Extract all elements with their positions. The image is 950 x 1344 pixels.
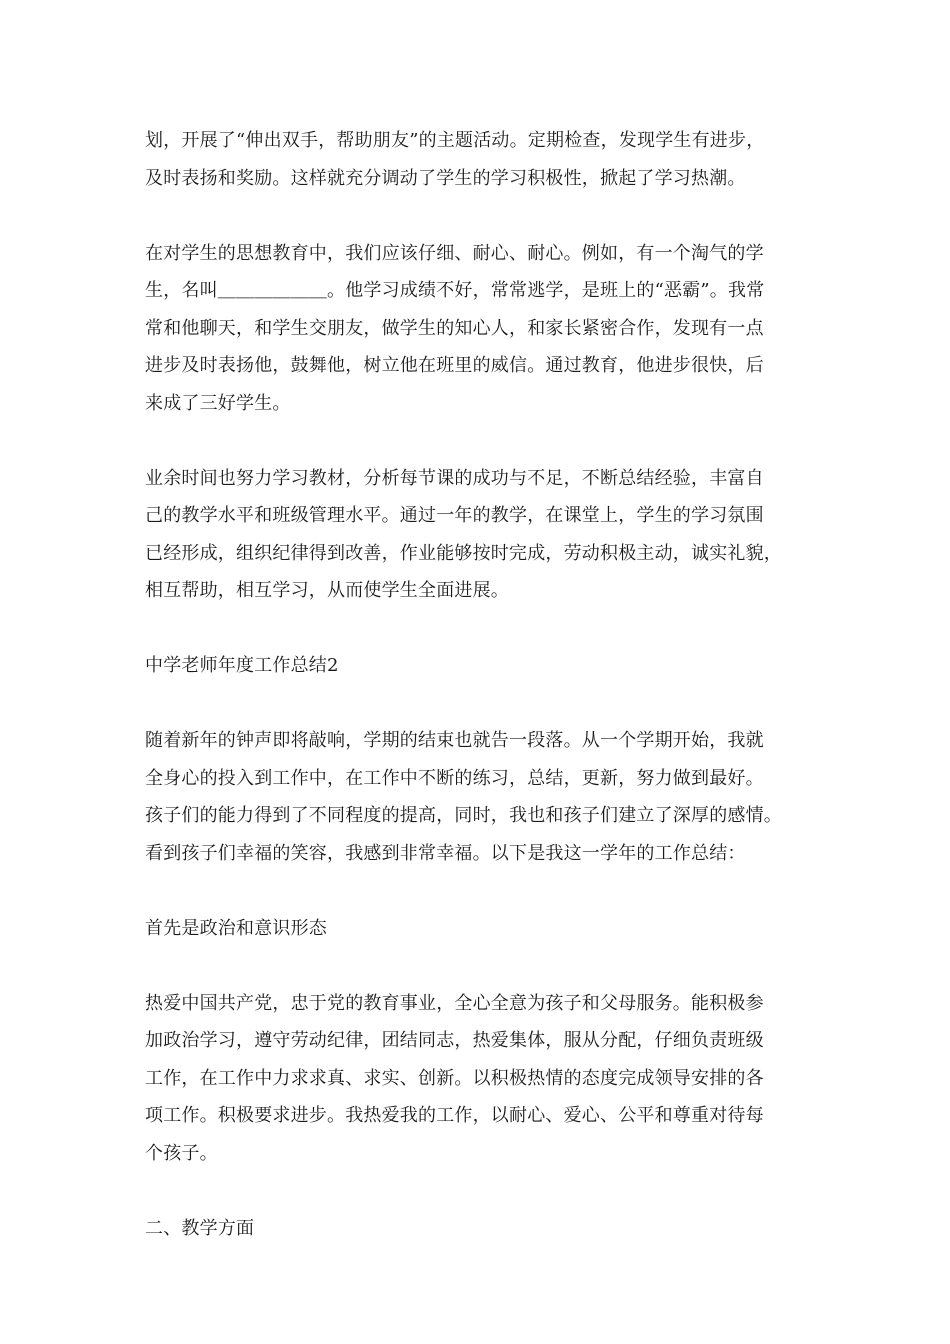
document-page [145, 122, 815, 1247]
text-line: 进步及时表扬他，鼓舞他，树立他在班里的威信。通过教育，他进步很快，后 [145, 355, 764, 376]
text-line: 随着新年的钟声即将敲响，学期的结束也就告一段落。从一个学期开始，我就 [145, 730, 764, 751]
paragraph-new-year-intro [145, 722, 815, 872]
text-line: 中学老师年度工作总结2 [145, 655, 339, 676]
text-line: 二、教学方面 [145, 1217, 255, 1239]
text-line: 个孩子。 [145, 1142, 218, 1164]
text-line: 己的教学水平和班级管理水平。通过一年的教学，在课堂上，学生的学习氛围 [145, 505, 764, 526]
text-line: 热爱中国共产党，忠于党的教育事业，全心全意为孩子和父母服务。能积极参 [145, 992, 764, 1014]
text-line: 相互帮助，相互学习，从而使学生全面进展。 [145, 580, 509, 601]
text-line: 在对学生的思想教育中，我们应该仔细、耐心、耐心。例如，有一个淘气的学 [145, 242, 764, 264]
text-line: 生，名叫＿＿＿＿＿＿。他学习成绩不好，常常逃学，是班上的“恶霸”。我常 [145, 280, 765, 301]
text-line: 工作，在工作中力求求真、求实、创新。以积极热情的态度完成领导安排的各 [145, 1067, 764, 1089]
text-line: 及时表扬和奖励。这样就充分调动了学生的学习积极性，掀起了学习热潮。 [145, 167, 746, 189]
text-line: 全身心的投入到工作中，在工作中不断的练习，总结，更新，努力做到最好。 [145, 767, 764, 789]
section-heading-teaching [145, 1210, 815, 1248]
paragraph-spare-time-study [145, 460, 815, 610]
text-line: 看到孩子们幸福的笑容，我感到非常幸福。以下是我这一学年的工作总结： [145, 842, 746, 864]
paragraph-politics-content [145, 985, 815, 1173]
section-heading-summary-2 [145, 647, 815, 685]
text-line: 划，开展了“伸出双手，帮助朋友”的主题活动。定期检查，发现学生有进步， [145, 130, 765, 151]
paragraph-ideological-education [145, 235, 815, 423]
text-line: 业余时间也努力学习教材，分析每节课的成功与不足，不断总结经验，丰富自 [145, 467, 764, 489]
text-line: 项工作。积极要求进步。我热爱我的工作，以耐心、爱心、公平和尊重对待每 [145, 1105, 764, 1126]
text-line: 加政治学习，遵守劳动纪律，团结同志，热爱集体，服从分配，仔细负责班级 [145, 1030, 764, 1051]
paragraph-activity [145, 122, 815, 197]
text-line: 常和他聊天，和学生交朋友，做学生的知心人，和家长紧密合作，发现有一点 [145, 317, 764, 339]
text-line: 首先是政治和意识形态 [145, 917, 327, 939]
text-line: 来成了三好学生。 [145, 392, 291, 414]
text-line: 已经形成，组织纪律得到改善，作业能够按时完成，劳动积极主动，诚实礼貌， [145, 542, 782, 564]
text-line: 孩子们的能力得到了不同程度的提高，同时，我也和孩子们建立了深厚的感情。 [145, 805, 782, 826]
section-heading-politics [145, 910, 815, 948]
